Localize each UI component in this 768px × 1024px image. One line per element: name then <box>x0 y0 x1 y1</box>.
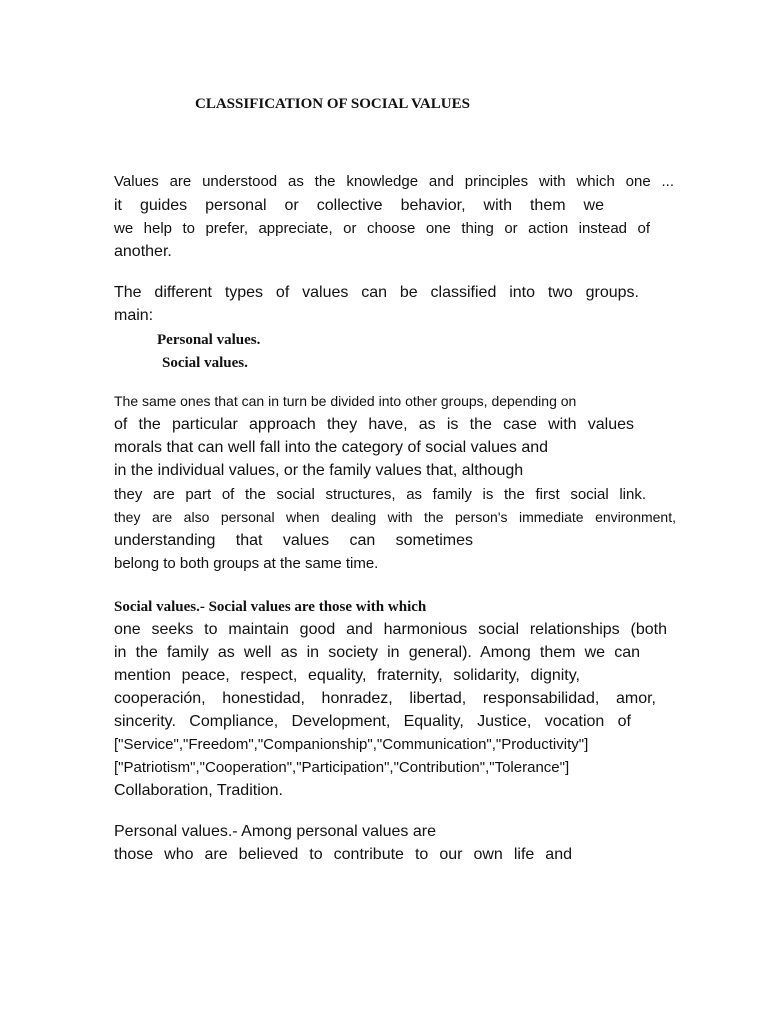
p2-line-1: The different types of values can be classified into two groups. <box>114 284 639 301</box>
p1-line-4: another. <box>114 243 172 260</box>
p3-line-1: The same ones that can in turn be divided into other groups, depending on <box>114 393 577 409</box>
p3-line-4: in the individual values, or the family values that, although <box>114 462 524 479</box>
p5-line-2: those who are believed to contribute to our own life and <box>114 846 572 863</box>
group-social-values: Social values. <box>162 355 248 371</box>
p1-line-2: it guides personal or collective behavior, with them we <box>114 197 604 214</box>
p4-line-2: one seeks to maintain good and harmonious social relationships (both <box>114 621 667 638</box>
p1-line-1: Values are understood as the knowledge and principles with which one ... <box>114 173 674 190</box>
p4-line-7: ["Service","Freedom","Companionship","Communication","Productivity"] <box>114 736 589 753</box>
p4-line-6: sincerity. Compliance, Development, Equality, Justice, vocation of <box>114 713 631 730</box>
p1-line-3: we help to prefer, appreciate, or choose one thing or action instead of <box>114 220 650 237</box>
p2-line-2: main: <box>114 307 154 324</box>
p4-line-3: in the family as well as in society in general). Among them we can <box>114 644 640 661</box>
p4-line-4: mention peace, respect, equality, fraternity, solidarity, dignity, <box>114 667 580 684</box>
p3-line-2: of the particular approach they have, as is the case with values <box>114 416 634 433</box>
p4-line-8: ["Patriotism","Cooperation","Participation","Contribution","Tolerance"] <box>114 759 570 776</box>
p3-line-8: belong to both groups at the same time. <box>114 555 379 572</box>
p3-line-5: they are part of the social structures, as family is the first social link. <box>114 486 646 503</box>
p3-line-7: understanding that values can sometimes <box>114 532 473 549</box>
p4-heading: Social values.- Social values are those with which <box>114 599 427 615</box>
p4-line-9: Collaboration, Tradition. <box>114 782 283 799</box>
group-personal-values: Personal values. <box>157 332 261 348</box>
p3-line-3: morals that can well fall into the category of social values and <box>114 439 549 456</box>
p4-line-5: cooperación, honestidad, honradez, libertad, responsabilidad, amor, <box>114 690 656 707</box>
document-title: CLASSIFICATION OF SOCIAL VALUES <box>195 96 470 112</box>
p5-line-1: Personal values.- Among personal values are <box>114 823 436 840</box>
p3-line-6: they are also personal when dealing with the person's immediate environment, <box>114 509 676 525</box>
